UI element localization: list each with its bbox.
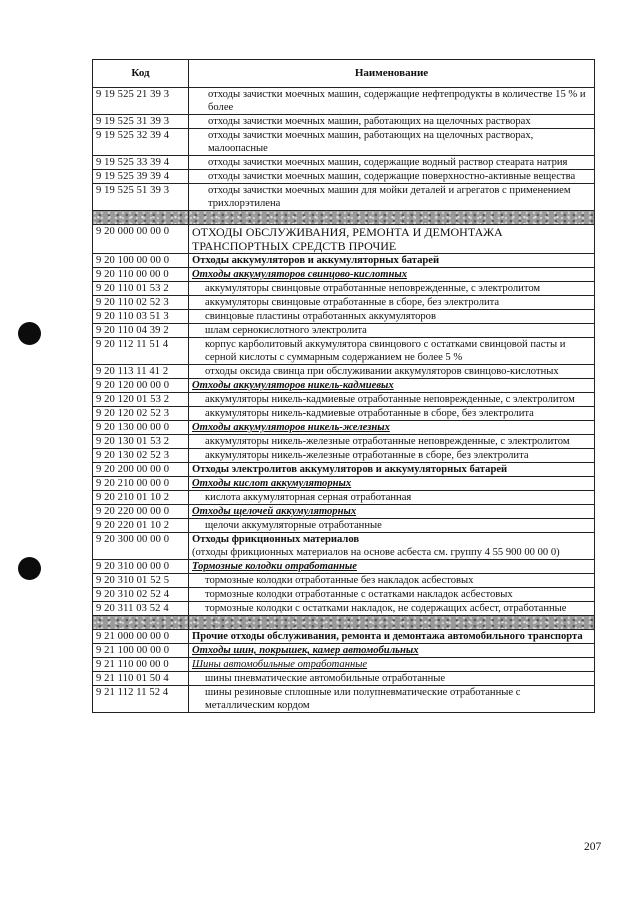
waste-code: 9 19 525 32 39 4 xyxy=(93,129,189,156)
waste-code: 9 20 110 04 39 2 xyxy=(93,324,189,338)
waste-name-text: ОТХОДЫ ОБСЛУЖИВАНИЯ, РЕМОНТА И ДЕМОНТАЖА ТРАНСПОРТНЫХ СРЕДСТВ ПРОЧИЕ xyxy=(192,225,503,253)
waste-name-text: тормозные колодки отработанные без накладок асбестовых xyxy=(205,575,474,586)
waste-code: 9 20 210 00 00 0 xyxy=(93,477,189,491)
waste-code: 9 20 110 01 53 2 xyxy=(93,282,189,296)
waste-name-text: Отходы фрикционных материалов xyxy=(192,534,360,545)
table-row xyxy=(93,393,595,407)
header-code: Код xyxy=(93,60,189,88)
waste-name xyxy=(189,686,595,713)
waste-name-text: шины резиновые сплошные или полупневматические отработанные с металлическим кордом xyxy=(205,687,521,711)
waste-name xyxy=(189,407,595,421)
waste-name-text: аккумуляторы никель-железные отработанные в сборе, без электролита xyxy=(205,450,529,461)
waste-name xyxy=(189,296,595,310)
waste-name xyxy=(189,184,595,211)
table-row xyxy=(93,421,595,435)
section-separator xyxy=(93,211,595,225)
waste-code: 9 19 525 31 39 3 xyxy=(93,115,189,129)
waste-name xyxy=(189,115,595,129)
waste-code: 9 19 525 39 39 4 xyxy=(93,170,189,184)
waste-name-text: отходы оксида свинца при обслуживании аккумуляторов свинцово-кислотных xyxy=(205,366,559,377)
waste-name-text: аккумуляторы никель-железные отработанные неповрежденные, с электролитом xyxy=(205,436,570,447)
waste-name xyxy=(189,254,595,268)
waste-code: 9 20 120 01 53 2 xyxy=(93,393,189,407)
waste-code: 9 20 110 02 52 3 xyxy=(93,296,189,310)
waste-name xyxy=(189,225,595,254)
waste-code: 9 21 110 01 50 4 xyxy=(93,672,189,686)
waste-code: 9 20 110 03 51 3 xyxy=(93,310,189,324)
waste-name-text: кислота аккумуляторная серная отработанная xyxy=(205,492,412,503)
waste-name xyxy=(189,658,595,672)
waste-code: 9 20 100 00 00 0 xyxy=(93,254,189,268)
waste-name-text: Отходы аккумуляторов свинцово-кислотных xyxy=(192,269,408,280)
waste-name xyxy=(189,268,595,282)
waste-name-note: (отходы фрикционных материалов на основе асбеста см. группу 4 55 900 00 00 0) xyxy=(192,547,560,558)
waste-code: 9 21 112 11 52 4 xyxy=(93,686,189,713)
table-row xyxy=(93,491,595,505)
table-row xyxy=(93,310,595,324)
table-row xyxy=(93,672,595,686)
waste-name-text: отходы зачистки моечных машин для мойки деталей и агрегатов с применением трихлорэтилена xyxy=(208,185,571,209)
waste-name-text: Отходы кислот аккумуляторных xyxy=(192,478,352,489)
waste-name xyxy=(189,449,595,463)
waste-name-text: Отходы аккумуляторов никель-кадмиевых xyxy=(192,380,394,391)
waste-code: 9 20 300 00 00 0 xyxy=(93,533,189,560)
table-row xyxy=(93,184,595,211)
waste-name xyxy=(189,491,595,505)
waste-name xyxy=(189,393,595,407)
waste-name xyxy=(189,365,595,379)
table-row xyxy=(93,644,595,658)
waste-name xyxy=(189,170,595,184)
waste-code: 9 20 310 01 52 5 xyxy=(93,574,189,588)
waste-name-text: Прочие отходы обслуживания, ремонта и демонтажа автомобильного транспорта xyxy=(192,631,583,642)
waste-name-text: тормозные колодки отработанные с остатками накладок асбестовых xyxy=(205,589,513,600)
punch-hole-top xyxy=(18,322,41,345)
table-row xyxy=(93,170,595,184)
waste-code: 9 20 113 11 41 2 xyxy=(93,365,189,379)
waste-name xyxy=(189,156,595,170)
table-row xyxy=(93,254,595,268)
waste-code: 9 20 000 00 00 0 xyxy=(93,225,189,254)
waste-name xyxy=(189,574,595,588)
waste-code: 9 20 220 00 00 0 xyxy=(93,505,189,519)
table-row xyxy=(93,449,595,463)
table-row xyxy=(93,407,595,421)
waste-name-text: аккумуляторы свинцовые отработанные в сборе, без электролита xyxy=(205,297,500,308)
waste-name-text: свинцовые пластины отработанных аккумуляторов xyxy=(205,311,436,322)
waste-code: 9 20 130 00 00 0 xyxy=(93,421,189,435)
waste-code: 9 20 311 03 52 4 xyxy=(93,602,189,616)
waste-name xyxy=(189,477,595,491)
waste-name-text: отходы зачистки моечных машин, содержащие водный раствор стеарата натрия xyxy=(208,157,568,168)
table-row xyxy=(93,533,595,560)
waste-code: 9 19 525 33 39 4 xyxy=(93,156,189,170)
waste-name xyxy=(189,129,595,156)
waste-code: 9 20 200 00 00 0 xyxy=(93,463,189,477)
waste-name-text: шины пневматические автомобильные отработанные xyxy=(205,673,446,684)
table-row xyxy=(93,519,595,533)
waste-name xyxy=(189,324,595,338)
waste-name-text: Шины автомобильные отработанные xyxy=(192,659,368,670)
waste-code: 9 20 130 02 52 3 xyxy=(93,449,189,463)
page-number: 207 xyxy=(584,841,602,853)
waste-name xyxy=(189,630,595,644)
waste-name xyxy=(189,379,595,393)
waste-name-text: Отходы щелочей аккумуляторных xyxy=(192,506,357,517)
waste-name-text: Отходы электролитов аккумуляторов и аккумуляторных батарей xyxy=(192,464,508,475)
table-row xyxy=(93,324,595,338)
waste-name-text: отходы зачистки моечных машин, содержащие поверхностно-активные вещества xyxy=(208,171,576,182)
table-row xyxy=(93,115,595,129)
table-row xyxy=(93,658,595,672)
waste-code: 9 20 310 00 00 0 xyxy=(93,560,189,574)
table-row xyxy=(93,560,595,574)
waste-name xyxy=(189,644,595,658)
waste-name xyxy=(189,519,595,533)
waste-code: 9 21 110 00 00 0 xyxy=(93,658,189,672)
table-row xyxy=(93,365,595,379)
waste-name xyxy=(189,310,595,324)
waste-name-text: отходы зачистки моечных машин, работающих на щелочных растворах xyxy=(208,116,531,127)
section-separator xyxy=(93,616,595,630)
waste-code: 9 21 100 00 00 0 xyxy=(93,644,189,658)
table-row xyxy=(93,435,595,449)
table-row xyxy=(93,602,595,616)
separator-cell xyxy=(93,211,189,225)
waste-code: 9 20 120 02 52 3 xyxy=(93,407,189,421)
waste-name xyxy=(189,435,595,449)
table-row xyxy=(93,129,595,156)
waste-name xyxy=(189,533,595,560)
waste-code: 9 20 112 11 51 4 xyxy=(93,338,189,365)
waste-name-text: аккумуляторы свинцовые отработанные неповрежденные, с электролитом xyxy=(205,283,541,294)
table-row xyxy=(93,88,595,115)
waste-name xyxy=(189,88,595,115)
waste-code: 9 20 110 00 00 0 xyxy=(93,268,189,282)
table-row xyxy=(93,296,595,310)
waste-name-text: отходы зачистки моечных машин, работающих на щелочных растворах, малоопасные xyxy=(208,130,534,154)
table-row xyxy=(93,686,595,713)
waste-name-text: Отходы аккумуляторов никель-железных xyxy=(192,422,390,433)
waste-name xyxy=(189,602,595,616)
waste-classification-table xyxy=(92,59,595,713)
waste-name-text: щелочи аккумуляторные отработанные xyxy=(205,520,382,531)
table-row xyxy=(93,268,595,282)
waste-code: 9 20 210 01 10 2 xyxy=(93,491,189,505)
waste-code: 9 20 310 02 52 4 xyxy=(93,588,189,602)
table-row xyxy=(93,156,595,170)
waste-code: 9 19 525 21 39 3 xyxy=(93,88,189,115)
table-row xyxy=(93,379,595,393)
waste-code: 9 20 220 01 10 2 xyxy=(93,519,189,533)
waste-name-text: аккумуляторы никель-кадмиевые отработанные в сборе, без электролита xyxy=(205,408,534,419)
waste-code: 9 21 000 00 00 0 xyxy=(93,630,189,644)
separator-cell xyxy=(93,616,189,630)
table-row xyxy=(93,574,595,588)
punch-hole-bottom xyxy=(18,557,41,580)
waste-code: 9 20 120 00 00 0 xyxy=(93,379,189,393)
waste-name xyxy=(189,338,595,365)
table-row xyxy=(93,477,595,491)
waste-name xyxy=(189,421,595,435)
waste-name xyxy=(189,560,595,574)
separator-cell xyxy=(189,616,595,630)
table-row xyxy=(93,463,595,477)
waste-code: 9 20 130 01 53 2 xyxy=(93,435,189,449)
table-row xyxy=(93,588,595,602)
waste-name-text: отходы зачистки моечных машин, содержащие нефтепродукты в количестве 15 % и более xyxy=(208,89,586,113)
table-row xyxy=(93,505,595,519)
waste-name xyxy=(189,463,595,477)
waste-name-text: корпус карболитовый аккумулятора свинцового с остатками свинцовой пасты и серной кислоты с суммарным содержанием не более 5 % xyxy=(205,339,566,363)
waste-name-text: тормозные колодки с остатками накладок, не содержащих асбест, отработанные xyxy=(205,603,567,614)
waste-name-text: Отходы аккумуляторов и аккумуляторных батарей xyxy=(192,255,440,266)
header-name: Наименование xyxy=(189,60,595,88)
table-row xyxy=(93,338,595,365)
waste-name xyxy=(189,672,595,686)
waste-name-text: шлам сернокислотного электролита xyxy=(205,325,367,336)
waste-name-text: Отходы шин, покрышек, камер автомобильных xyxy=(192,645,419,656)
waste-name-text: Тормозные колодки отработанные xyxy=(192,561,357,572)
waste-name xyxy=(189,588,595,602)
waste-name-text: аккумуляторы никель-кадмиевые отработанные неповрежденные, с электролитом xyxy=(205,394,575,405)
table-row xyxy=(93,630,595,644)
waste-name xyxy=(189,282,595,296)
waste-name xyxy=(189,505,595,519)
table-header xyxy=(93,60,595,88)
separator-cell xyxy=(189,211,595,225)
table-row xyxy=(93,225,595,254)
table-row xyxy=(93,282,595,296)
waste-code: 9 19 525 51 39 3 xyxy=(93,184,189,211)
